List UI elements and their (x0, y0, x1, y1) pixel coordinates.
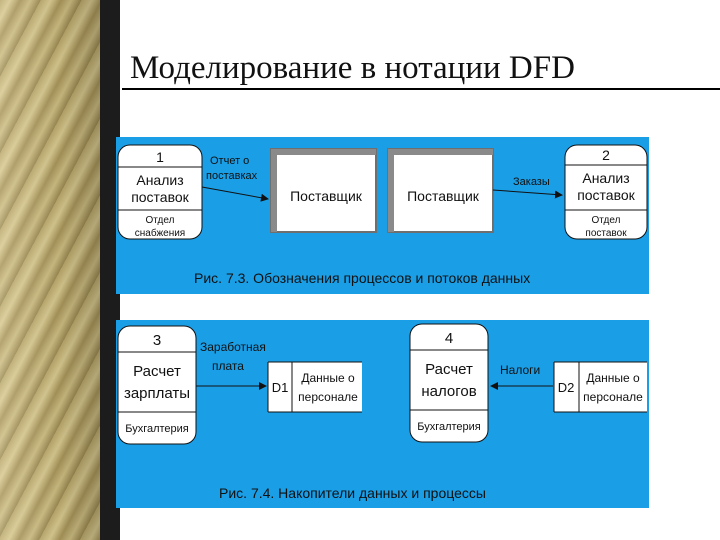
external-entity-supplier-1 (271, 149, 376, 232)
flow-3-label-line2: плата (212, 359, 244, 373)
slide-title: Моделирование в нотации DFD (130, 50, 575, 86)
process-1-unit-line1: Отдел (145, 215, 175, 226)
figure-7-4-panel (116, 320, 649, 508)
external-entity-supplier-2 (388, 149, 493, 232)
flow-orders (493, 176, 562, 195)
process-4-name-line1: Расчет (425, 361, 473, 378)
process-1-number: 1 (156, 149, 164, 165)
decorative-gold-bar (0, 0, 100, 540)
flow-3-label-line1: Заработная (200, 340, 266, 354)
figure-7-3-panel (116, 137, 649, 294)
flow-1-label-line2: поставках (206, 170, 258, 182)
store-d2-line1: Данные о (586, 371, 640, 385)
flow-2-label: Заказы (513, 176, 550, 188)
process-4-unit: Бухгалтерия (417, 421, 481, 433)
process-1 (118, 145, 202, 239)
flow-taxes (491, 363, 553, 386)
entity-2-label: Поставщик (407, 188, 479, 204)
figure-7-3-diagram (116, 137, 649, 294)
flow-salary (196, 340, 266, 386)
process-4 (410, 324, 488, 442)
figure-7-4-caption: Рис. 7.4. Накопители данных и процессы (219, 485, 486, 501)
process-3 (118, 326, 196, 444)
process-3-number: 3 (152, 332, 162, 349)
process-2-number: 2 (602, 147, 610, 163)
process-2-name-line1: Анализ (582, 170, 630, 186)
process-2-name-line2: поставок (577, 187, 635, 203)
process-2-unit-line2: поставок (585, 228, 627, 239)
process-3-name-line1: Расчет (133, 363, 181, 380)
process-2 (565, 145, 647, 239)
store-d2-id: D2 (557, 380, 575, 395)
process-1-unit-line2: снабжения (134, 228, 186, 239)
flow-report-on-supplies (202, 155, 268, 199)
process-1-name-line1: Анализ (136, 172, 184, 188)
store-d1-id: D1 (271, 380, 289, 395)
data-store-d2 (554, 362, 647, 412)
process-4-name-line2: налогов (421, 383, 477, 400)
process-3-name-line2: зарплаты (123, 385, 191, 402)
data-store-d1 (268, 362, 362, 412)
store-d1-line2: персонале (298, 390, 358, 404)
figure-7-4-diagram (116, 320, 649, 508)
title-underline (122, 88, 720, 90)
process-2-unit-line1: Отдел (591, 215, 621, 226)
process-3-unit: Бухгалтерия (125, 423, 189, 435)
store-d2-line2: персонале (583, 390, 643, 404)
process-1-name-line2: поставок (131, 189, 189, 205)
flow-4-label: Налоги (500, 363, 541, 377)
figure-7-3-caption: Рис. 7.3. Обозначения процессов и потоков данных (194, 270, 531, 286)
process-4-number: 4 (444, 330, 454, 347)
store-d1-line1: Данные о (301, 371, 355, 385)
entity-1-label: Поставщик (290, 188, 362, 204)
flow-1-label-line1: Отчет о (210, 155, 250, 167)
